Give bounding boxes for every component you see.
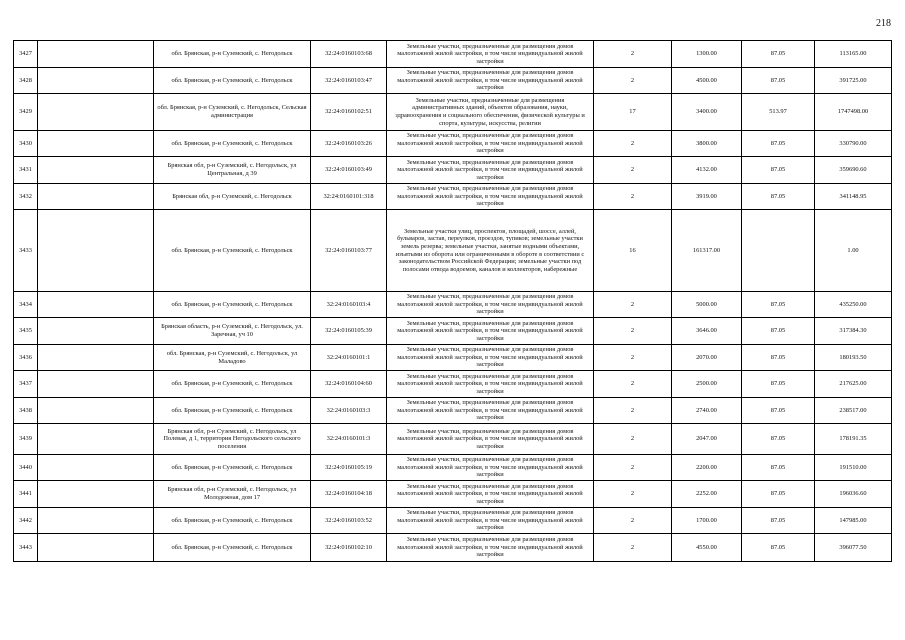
- address-cell: обл. Брянская, р-н Суземский, с. Негодольск, Сельская администрация: [154, 94, 311, 131]
- specific-value-cell: 87.05: [742, 157, 815, 184]
- cadastral-value-cell: 1.00: [815, 210, 892, 292]
- cadastral-number-cell: 32:24:0160103:3: [311, 398, 387, 424]
- table-body: [14, 41, 892, 562]
- address-cell: обл. Брянская, р-н Суземский, с. Негодольск: [154, 398, 311, 424]
- land-use-cell: Земельные участки, предназначенные для размещения домов малоэтажной жилой застройки, в том числе индивидуальной жилой застройки: [387, 481, 594, 508]
- group-code-cell: 2: [594, 455, 672, 481]
- row-number: 3434: [14, 292, 38, 318]
- group-code-cell: 2: [594, 292, 672, 318]
- address-cell: Брянская обл, р-н Суземский, с. Негодольск, ул Полевая, д 1, территория Негодольского сельского поселения: [154, 424, 311, 455]
- specific-value-cell: 87.05: [742, 318, 815, 345]
- group-code-cell: 2: [594, 534, 672, 562]
- group-code-cell: 2: [594, 398, 672, 424]
- cadastral-value-cell: 147985.00: [815, 508, 892, 534]
- address-cell: обл. Брянская, р-н Суземский, с. Негодольск: [154, 371, 311, 398]
- table-row: [14, 345, 892, 371]
- table-row: [14, 184, 892, 210]
- area-cell: 4500.00: [672, 68, 742, 94]
- cadastral-number-cell: 32:24:0160101:318: [311, 184, 387, 210]
- row-number: 3443: [14, 534, 38, 562]
- address-cell: обл. Брянская, р-н Суземский, с. Негодольск: [154, 68, 311, 94]
- area-cell: 2070.00: [672, 345, 742, 371]
- table-row: [14, 318, 892, 345]
- land-use-cell: Земельные участки, предназначенные для размещения домов малоэтажной жилой застройки, в том числе индивидуальной жилой застройки: [387, 292, 594, 318]
- spacer-cell: [38, 131, 154, 157]
- table-row: [14, 41, 892, 68]
- area-cell: 3800.00: [672, 131, 742, 157]
- cadastral-value-cell: 191510.00: [815, 455, 892, 481]
- spacer-cell: [38, 292, 154, 318]
- spacer-cell: [38, 481, 154, 508]
- cadastral-value-cell: 396077.50: [815, 534, 892, 562]
- cadastral-number-cell: 32:24:0160101:3: [311, 424, 387, 455]
- group-code-cell: 2: [594, 184, 672, 210]
- cadastral-number-cell: 32:24:0160103:26: [311, 131, 387, 157]
- cadastral-number-cell: 32:24:0160103:77: [311, 210, 387, 292]
- area-cell: 5000.00: [672, 292, 742, 318]
- land-use-cell: Земельные участки, предназначенные для размещения домов малоэтажной жилой застройки, в том числе индивидуальной жилой застройки: [387, 157, 594, 184]
- specific-value-cell: 87.05: [742, 534, 815, 562]
- address-cell: Брянская обл, р-н Суземский, с. Негодольск, ул Центральная, д 39: [154, 157, 311, 184]
- address-cell: обл. Брянская, р-н Суземский, с. Негодольск: [154, 508, 311, 534]
- address-cell: обл. Брянская, р-н Суземский, с. Негодольск: [154, 292, 311, 318]
- specific-value-cell: 87.05: [742, 508, 815, 534]
- row-number: 3433: [14, 210, 38, 292]
- cadastral-value-cell: 178191.35: [815, 424, 892, 455]
- specific-value-cell: 87.05: [742, 371, 815, 398]
- specific-value-cell: 87.05: [742, 131, 815, 157]
- row-number: 3431: [14, 157, 38, 184]
- group-code-cell: 2: [594, 481, 672, 508]
- table-row: [14, 210, 892, 292]
- spacer-cell: [38, 68, 154, 94]
- cadastral-value-cell: 330790.00: [815, 131, 892, 157]
- spacer-cell: [38, 398, 154, 424]
- area-cell: 2740.00: [672, 398, 742, 424]
- address-cell: обл. Брянская, р-н Суземский, с. Негодольск: [154, 41, 311, 68]
- group-code-cell: 2: [594, 424, 672, 455]
- cadastral-value-cell: 341148.95: [815, 184, 892, 210]
- spacer-cell: [38, 318, 154, 345]
- group-code-cell: 2: [594, 508, 672, 534]
- area-cell: 2500.00: [672, 371, 742, 398]
- cadastral-number-cell: 32:24:0160103:4: [311, 292, 387, 318]
- land-use-cell: Земельные участки, предназначенные для размещения домов малоэтажной жилой застройки, в том числе индивидуальной жилой застройки: [387, 371, 594, 398]
- page-number: 218: [876, 18, 891, 29]
- area-cell: 2200.00: [672, 455, 742, 481]
- specific-value-cell: 87.05: [742, 345, 815, 371]
- table-row: [14, 94, 892, 131]
- table-row: [14, 455, 892, 481]
- specific-value-cell: 513.97: [742, 94, 815, 131]
- land-use-cell: Земельные участки, предназначенные для размещения домов малоэтажной жилой застройки, в том числе индивидуальной жилой застройки: [387, 455, 594, 481]
- cadastral-value-cell: 435250.00: [815, 292, 892, 318]
- cadastral-value-cell: 317384.30: [815, 318, 892, 345]
- cadastral-value-cell: 238517.00: [815, 398, 892, 424]
- cadastral-number-cell: 32:24:0160102:10: [311, 534, 387, 562]
- group-code-cell: 2: [594, 131, 672, 157]
- spacer-cell: [38, 534, 154, 562]
- table-row: [14, 157, 892, 184]
- specific-value-cell: 87.05: [742, 481, 815, 508]
- cadastral-value-cell: 217625.00: [815, 371, 892, 398]
- land-use-cell: Земельные участки, предназначенные для размещения домов малоэтажной жилой застройки, в том числе индивидуальной жилой застройки: [387, 508, 594, 534]
- land-use-cell: Земельные участки, предназначенные для размещения домов малоэтажной жилой застройки, в том числе индивидуальной жилой застройки: [387, 41, 594, 68]
- address-cell: обл. Брянская, р-н Суземский, с. Негодольск: [154, 534, 311, 562]
- land-use-cell: Земельные участки, предназначенные для размещения домов малоэтажной жилой застройки, в том числе индивидуальной жилой застройки: [387, 424, 594, 455]
- specific-value-cell: 87.05: [742, 41, 815, 68]
- spacer-cell: [38, 94, 154, 131]
- address-cell: обл. Брянская, р-н Суземский, с. Негодольск: [154, 210, 311, 292]
- cadastral-number-cell: 32:24:0160104:60: [311, 371, 387, 398]
- table-row: [14, 131, 892, 157]
- specific-value-cell: 87.05: [742, 398, 815, 424]
- spacer-cell: [38, 455, 154, 481]
- group-code-cell: 2: [594, 318, 672, 345]
- table-row: [14, 68, 892, 94]
- row-number: 3428: [14, 68, 38, 94]
- area-cell: 1700.00: [672, 508, 742, 534]
- specific-value-cell: 87.05: [742, 455, 815, 481]
- land-use-cell: Земельные участки, предназначенные для размещения домов малоэтажной жилой застройки, в том числе индивидуальной жилой застройки: [387, 398, 594, 424]
- land-register-table: [13, 40, 892, 562]
- cadastral-value-cell: 180193.50: [815, 345, 892, 371]
- row-number: 3439: [14, 424, 38, 455]
- area-cell: 2047.00: [672, 424, 742, 455]
- spacer-cell: [38, 184, 154, 210]
- row-number: 3436: [14, 345, 38, 371]
- cadastral-number-cell: 32:24:0160101:1: [311, 345, 387, 371]
- row-number: 3441: [14, 481, 38, 508]
- row-number: 3427: [14, 41, 38, 68]
- spacer-cell: [38, 157, 154, 184]
- address-cell: обл. Брянская, р-н Суземский, с. Негодольск, ул Маладово: [154, 345, 311, 371]
- cadastral-value-cell: 1747498.00: [815, 94, 892, 131]
- cadastral-number-cell: 32:24:0160104:18: [311, 481, 387, 508]
- row-number: 3442: [14, 508, 38, 534]
- cadastral-number-cell: 32:24:0160103:49: [311, 157, 387, 184]
- group-code-cell: 17: [594, 94, 672, 131]
- group-code-cell: 2: [594, 345, 672, 371]
- specific-value-cell: 87.05: [742, 424, 815, 455]
- address-cell: Брянская область, р-н Суземский, с. Негодольск, ул. Заречная, уч 10: [154, 318, 311, 345]
- land-use-cell: Земельные участки, предназначенные для размещения домов малоэтажной жилой застройки, в том числе индивидуальной жилой застройки: [387, 131, 594, 157]
- land-use-cell: Земельные участки, предназначенные для размещения домов малоэтажной жилой застройки, в том числе индивидуальной жилой застройки: [387, 534, 594, 562]
- cadastral-number-cell: 32:24:0160103:68: [311, 41, 387, 68]
- group-code-cell: 2: [594, 157, 672, 184]
- spacer-cell: [38, 210, 154, 292]
- row-number: 3438: [14, 398, 38, 424]
- table-row: [14, 481, 892, 508]
- area-cell: 1300.00: [672, 41, 742, 68]
- cadastral-value-cell: 391725.00: [815, 68, 892, 94]
- spacer-cell: [38, 345, 154, 371]
- row-number: 3430: [14, 131, 38, 157]
- land-use-cell: Земельные участки, предназначенные для размещения домов малоэтажной жилой застройки, в том числе индивидуальной жилой застройки: [387, 318, 594, 345]
- row-number: 3440: [14, 455, 38, 481]
- specific-value-cell: [742, 210, 815, 292]
- area-cell: 3400.00: [672, 94, 742, 131]
- cadastral-number-cell: 32:24:0160105:19: [311, 455, 387, 481]
- specific-value-cell: 87.05: [742, 68, 815, 94]
- cadastral-number-cell: 32:24:0160103:52: [311, 508, 387, 534]
- area-cell: 3919.00: [672, 184, 742, 210]
- address-cell: Брянская обл, р-н Суземский, с. Негодольск, ул Молодежная, дом 17: [154, 481, 311, 508]
- group-code-cell: 2: [594, 41, 672, 68]
- area-cell: 2252.00: [672, 481, 742, 508]
- address-cell: обл. Брянская, р-н Суземский, с. Негодольск: [154, 131, 311, 157]
- land-use-cell: Земельные участки, предназначенные для размещения домов малоэтажной жилой застройки, в том числе индивидуальной жилой застройки: [387, 184, 594, 210]
- cadastral-value-cell: 359690.60: [815, 157, 892, 184]
- cadastral-number-cell: 32:24:0160105:39: [311, 318, 387, 345]
- table-row: [14, 292, 892, 318]
- table-row: [14, 508, 892, 534]
- area-cell: 3646.00: [672, 318, 742, 345]
- spacer-cell: [38, 371, 154, 398]
- land-use-cell: Земельные участки, предназначенные для размещения административных зданий, объектов образования, науки, здравоохранения и социального обеспечения, физической культуры и спорта, культуры, искусства, религии: [387, 94, 594, 131]
- land-use-cell: Земельные участки, предназначенные для размещения домов малоэтажной жилой застройки, в том числе индивидуальной жилой застройки: [387, 68, 594, 94]
- address-cell: обл. Брянская, р-н Суземский, с. Негодольск: [154, 455, 311, 481]
- table-row: [14, 371, 892, 398]
- table-row: [14, 534, 892, 562]
- row-number: 3437: [14, 371, 38, 398]
- row-number: 3432: [14, 184, 38, 210]
- cadastral-number-cell: 32:24:0160102:51: [311, 94, 387, 131]
- cadastral-value-cell: 196036.60: [815, 481, 892, 508]
- spacer-cell: [38, 424, 154, 455]
- specific-value-cell: 87.05: [742, 184, 815, 210]
- row-number: 3429: [14, 94, 38, 131]
- area-cell: 161317.00: [672, 210, 742, 292]
- cadastral-value-cell: 113165.00: [815, 41, 892, 68]
- group-code-cell: 16: [594, 210, 672, 292]
- address-cell: Брянская обл, р-н Суземский, с. Негодольск: [154, 184, 311, 210]
- area-cell: 4132.00: [672, 157, 742, 184]
- area-cell: 4550.00: [672, 534, 742, 562]
- spacer-cell: [38, 41, 154, 68]
- land-use-cell: Земельные участки улиц, проспектов, площадей, шоссе, аллей, бульваров, застав, переулков, проездов, тупиков; земельные участки земель резерва; земельные участки, занятые водными объектами, изъятыми из оборота или ограниченными в обороте в соответствии с законодательством Российской Федерации; земельные участки под полосами отвода водоемов, каналов и коллекторов, набережные: [387, 210, 594, 292]
- specific-value-cell: 87.05: [742, 292, 815, 318]
- table-row: [14, 424, 892, 455]
- land-use-cell: Земельные участки, предназначенные для размещения домов малоэтажной жилой застройки, в том числе индивидуальной жилой застройки: [387, 345, 594, 371]
- group-code-cell: 2: [594, 68, 672, 94]
- cadastral-number-cell: 32:24:0160103:47: [311, 68, 387, 94]
- row-number: 3435: [14, 318, 38, 345]
- group-code-cell: 2: [594, 371, 672, 398]
- spacer-cell: [38, 508, 154, 534]
- table-row: [14, 398, 892, 424]
